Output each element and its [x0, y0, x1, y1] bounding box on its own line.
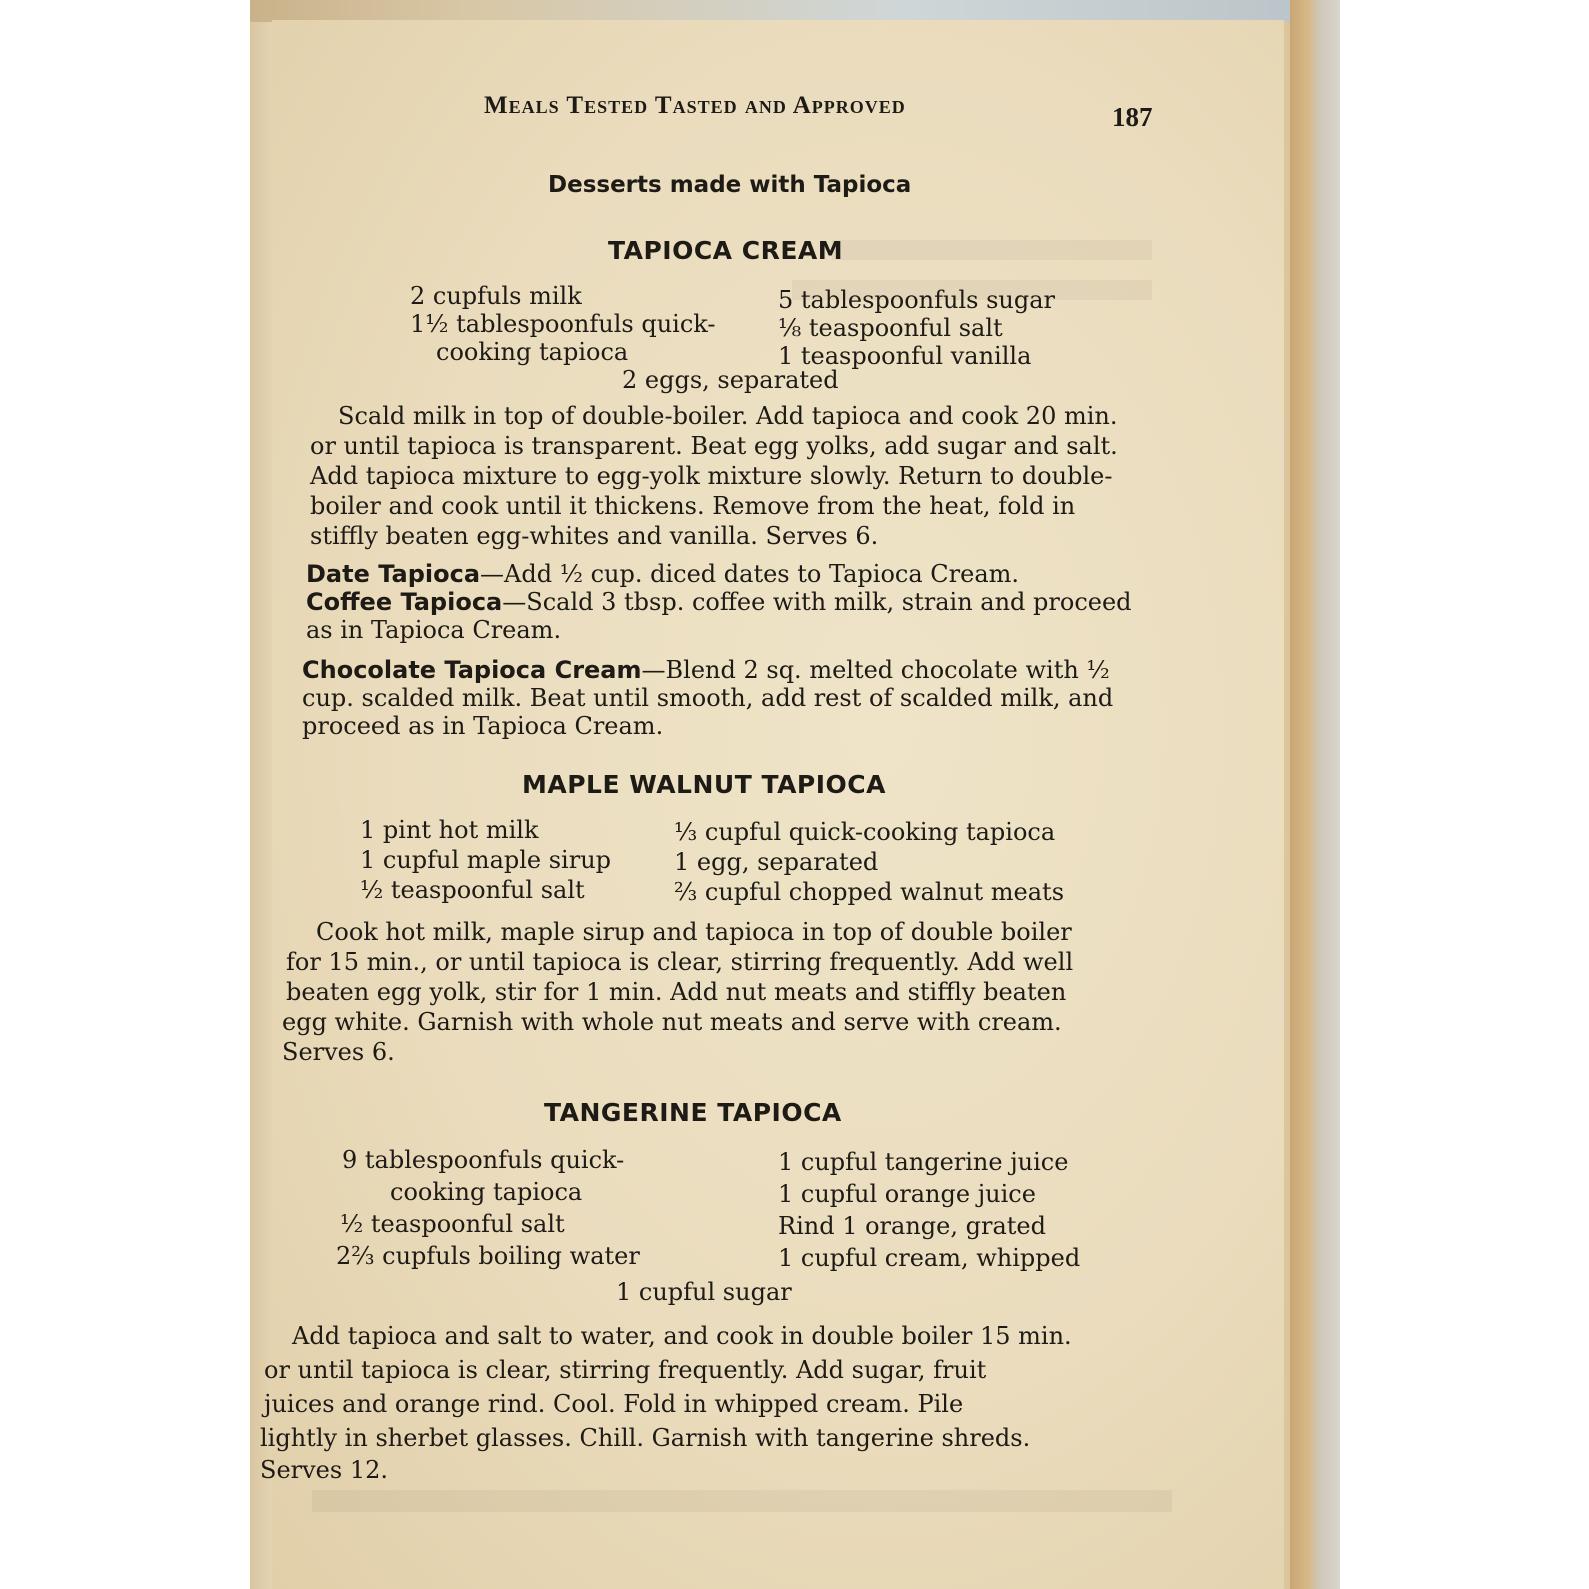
variation-lead: Chocolate Tapioca Cream: [302, 656, 642, 684]
page-content: [260, 20, 1284, 1589]
running-head: Meals Tested Tasted and Approved: [484, 92, 906, 119]
method-line: stiffly beaten egg-whites and vanilla. Serves 6.: [310, 522, 879, 550]
ingredient: 1 cupful sugar: [616, 1278, 792, 1306]
ingredient: cooking tapioca: [390, 1178, 583, 1206]
variation-coffee-cont: as in Tapioca Cream.: [306, 616, 562, 644]
method-line: egg white. Garnish with whole nut meats and serve with cream.: [282, 1008, 1062, 1036]
method-line: Serves 12.: [260, 1456, 388, 1484]
ingredient: ⅓ cupful quick-cooking tapioca: [674, 818, 1056, 846]
show-through-mark: [312, 1490, 1172, 1512]
book-cover-edge: [1290, 0, 1340, 1589]
ingredient: ½ teaspoonful salt: [340, 1210, 565, 1238]
ingredient: ½ teaspoonful salt: [360, 876, 585, 904]
ingredient: ⅔ cupful chopped walnut meats: [674, 878, 1065, 906]
ingredient: 1 teaspoonful vanilla: [778, 342, 1032, 370]
ingredient: 1 cupful maple sirup: [360, 846, 612, 874]
method-line: Cook hot milk, maple sirup and tapioca in top of double boiler: [316, 918, 1072, 946]
book-top-edge: [250, 0, 1340, 22]
recipe-title-tangerine: TANGERINE TAPIOCA: [544, 1098, 842, 1127]
ingredient: 1 cupful cream, whipped: [778, 1244, 1081, 1272]
page-number: 187: [1112, 102, 1153, 132]
book-page: [260, 20, 1284, 1589]
variation-text: —Blend 2 sq. melted chocolate with ½: [641, 656, 1110, 684]
variation-text: —Scald 3 tbsp. coffee with milk, strain and proceed: [502, 588, 1132, 616]
section-title: Desserts made with Tapioca: [548, 172, 912, 198]
method-line: Add tapioca mixture to egg-yolk mixture slowly. Return to double-: [310, 462, 1113, 490]
variation-lead: Date Tapioca: [306, 560, 481, 588]
variation-chocolate-cont: proceed as in Tapioca Cream.: [302, 712, 664, 740]
variation-chocolate: [302, 656, 1110, 684]
ingredient: 2 eggs, separated: [622, 366, 839, 394]
variation-lead: Coffee Tapioca: [306, 588, 503, 616]
variation-date: [306, 560, 1019, 588]
method-line: or until tapioca is transparent. Beat egg yolks, add sugar and salt.: [310, 432, 1118, 460]
ingredient: 5 tablespoonfuls sugar: [778, 286, 1056, 314]
method-line: boiler and cook until it thickens. Remove from the heat, fold in: [310, 492, 1076, 520]
method-line: or until tapioca is clear, stirring frequently. Add sugar, fruit: [264, 1356, 987, 1384]
method-line: beaten egg yolk, stir for 1 min. Add nut meats and stiffly beaten: [286, 978, 1067, 1006]
variation-chocolate-cont: cup. scalded milk. Beat until smooth, add rest of scalded milk, and: [302, 684, 1114, 712]
recipe-title-maple-walnut: MAPLE WALNUT TAPIOCA: [522, 770, 887, 799]
method-line: lightly in sherbet glasses. Chill. Garnish with tangerine shreds.: [260, 1424, 1031, 1452]
method-line: juices and orange rind. Cool. Fold in whipped cream. Pile: [264, 1390, 964, 1418]
variation-coffee: [306, 588, 1132, 616]
ingredient: Rind 1 orange, grated: [778, 1212, 1046, 1240]
method-line: Add tapioca and salt to water, and cook in double boiler 15 min.: [292, 1322, 1072, 1350]
ingredient: 9 tablespoonfuls quick-: [342, 1146, 625, 1174]
ingredient: ⅛ teaspoonful salt: [778, 314, 1003, 342]
method-line: for 15 min., or until tapioca is clear, stirring frequently. Add well: [286, 948, 1074, 976]
ingredient: 1 cupful orange juice: [778, 1180, 1036, 1208]
method-line: Serves 6.: [282, 1038, 395, 1066]
ingredient: cooking tapioca: [436, 338, 629, 366]
show-through-mark: [832, 240, 1152, 260]
variation-text: —Add ½ cup. diced dates to Tapioca Cream.: [480, 560, 1020, 588]
recipe-title-tapioca-cream: TAPIOCA CREAM: [608, 236, 844, 265]
ingredient: 1 pint hot milk: [360, 816, 539, 844]
ingredient: 2 cupfuls milk: [410, 282, 582, 310]
method-line: Scald milk in top of double-boiler. Add tapioca and cook 20 min.: [338, 402, 1118, 430]
ingredient: 2⅔ cupfuls boiling water: [336, 1242, 640, 1270]
ingredient: 1 cupful tangerine juice: [778, 1148, 1069, 1176]
ingredient: 1 egg, separated: [674, 848, 879, 876]
ingredient: 1½ tablespoonfuls quick-: [410, 310, 716, 338]
